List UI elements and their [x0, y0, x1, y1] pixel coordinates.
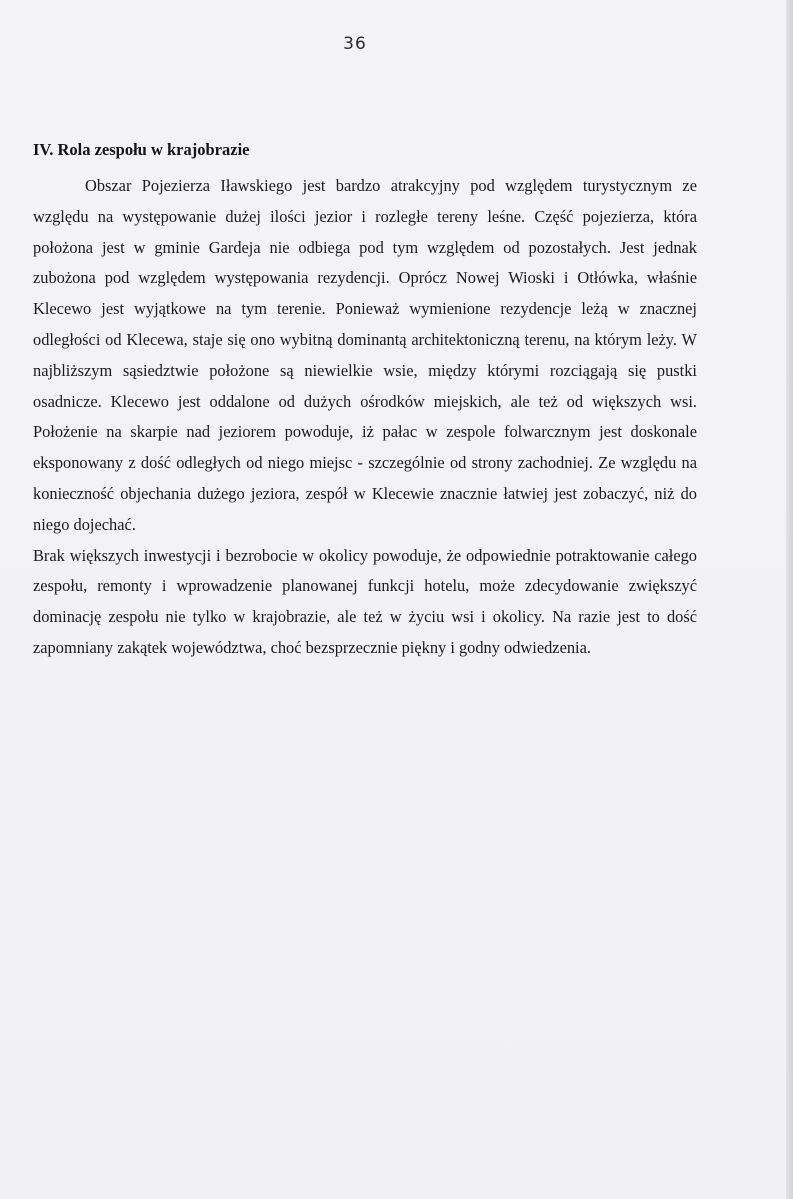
paragraph-2: Brak większych inwestycji i bezrobocie w okolicy powoduje, że odpowiednie potraktowanie całego zespołu, remonty i wprowadzenie planowanej funkcji hotelu, może zdecydowanie zwiększyć dominację zespołu nie tylko w krajobrazie, ale też w życiu wsi i okolicy. Na razie jest to dość zapomniany zakątek województwa, choć bezsprzecznie piękny i godny odwiedzenia.: [33, 545, 697, 657]
page-edge-shadow: [786, 0, 793, 1199]
page-number: 36: [343, 34, 367, 54]
body-text: [33, 171, 697, 664]
section-heading: IV. Rola zespołu w krajobrazie: [33, 140, 250, 159]
paragraph-1: Obszar Pojezierza Iławskiego jest bardzo atrakcyjny pod względem turystycznym ze względu na występowanie dużej ilości jezior i rozległe tereny leśne. Część pojezierza, która położona jest w gminie Gardeja nie odbiega pod tym względem od pozostałych. Jest jednak zubożona pod względem występowania rezydencji. Oprócz Nowej Wioski i Otłówka, właśnie Klecewo jest wyjątkowe na tym terenie. Ponieważ wymienione rezydencje leżą w znacznej odległości od Klecewa, staje się ono wybitną dominantą architektoniczną terenu, na którym leży. W najbliższym sąsiedztwie położone są niewielkie wsie, między którymi rozciągają się pustki osadnicze. Klecewo jest oddalone od dużych ośrodków miejskich, ale też od większych wsi. Położenie na skarpie nad jeziorem powoduje, iż pałac w zespole folwarcznym jest doskonale eksponowany z dość odległych od niego miejsc - szczególnie od strony zachodniej. Ze względu na konieczność objechania dużego jeziora, zespół w Klecewie znacznie łatwiej jest zobaczyć, niż do niego dojechać.: [33, 176, 697, 534]
